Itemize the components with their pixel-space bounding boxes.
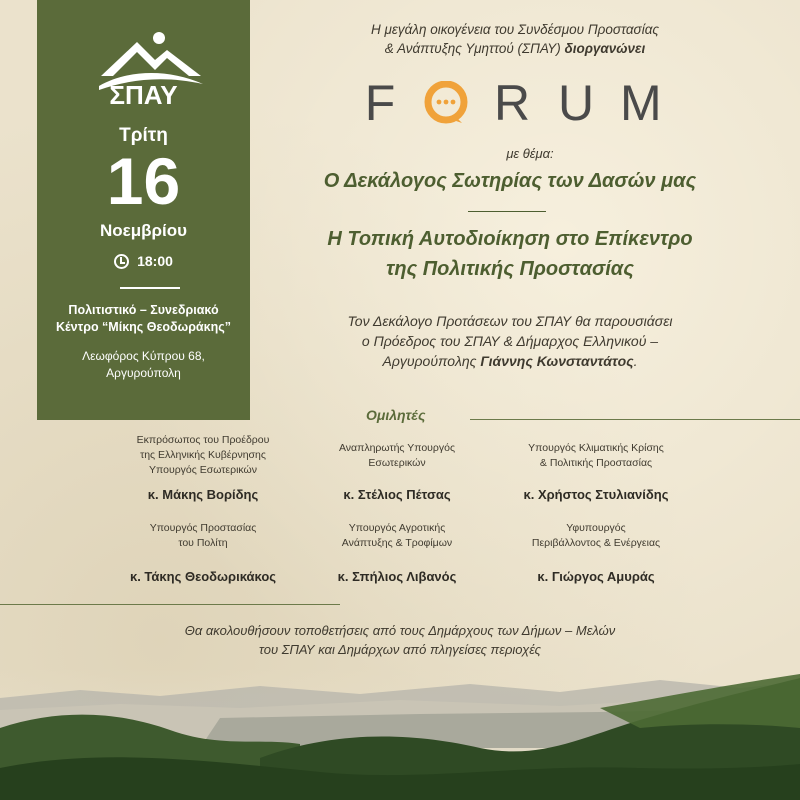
- speaker-role-line: της Ελληνικής Κυβέρνησης: [140, 449, 266, 461]
- title-secondary-line: Η Τοπική Αυτοδιοίκηση στο Επίκεντρο: [327, 228, 693, 250]
- venue-line: Πολιτιστικό – Συνεδριακό: [68, 303, 219, 317]
- forum-letter: U: [557, 75, 595, 131]
- desc-line: ο Πρόεδρος του ΣΠΑΥ & Δήμαρχος Ελληνικού –: [361, 333, 659, 349]
- speaker-role-line: Αναπληρωτής Υπουργός: [338, 442, 456, 454]
- footer-note: [120, 621, 680, 659]
- speaker-role: [98, 521, 308, 551]
- speakers-heading: Ομιλητές: [366, 407, 426, 423]
- desc-line-prefix: Αργυρούπολης: [382, 353, 481, 369]
- speaker-name: κ. Γιώργος Αμυράς: [537, 569, 655, 584]
- speaker-role: [491, 441, 701, 471]
- speaker-card: [98, 521, 308, 583]
- forum-wordmark: [360, 75, 662, 131]
- day-name: Τρίτη: [119, 125, 168, 146]
- intro-line: [290, 39, 740, 58]
- speaker-card: [292, 521, 502, 583]
- forum-letter: M: [620, 75, 662, 131]
- subject-label: με θέμα:: [506, 146, 554, 161]
- speaker-name: κ. Τάκης Θεοδωρικάκος: [129, 569, 277, 584]
- title-secondary: [270, 224, 750, 284]
- speaker-role-line: Υπουργός Προστασίας: [149, 522, 257, 534]
- venue-line: Κέντρο “Μίκης Θεοδωράκης”: [56, 320, 231, 334]
- desc-line-suffix: .: [633, 353, 638, 369]
- month: Νοεμβρίου: [99, 221, 188, 240]
- speaker-role-line: & Πολιτικής Προστασίας: [539, 457, 653, 469]
- footer-line: Θα ακολουθήσουν τοποθετήσεις από τους Δημάρχους των Δήμων – Μελών: [184, 623, 616, 638]
- speaker-role-line: Ανάπτυξης & Τροφίμων: [341, 537, 453, 549]
- intro-line-prefix: & Ανάπτυξης Υμηττού (ΣΠΑΥ): [384, 41, 565, 56]
- speaker-name: κ. Στέλιος Πέτσας: [343, 487, 451, 502]
- speaker-role-line: Εκπρόσωπος του Προέδρου: [136, 434, 270, 446]
- speaker-role: [292, 521, 502, 551]
- speaker-role-line: Υπουργός Κλιματικής Κρίσης: [528, 442, 664, 454]
- venue-address: [47, 348, 240, 382]
- speaker-role-line: Υπουργός Αγροτικής: [348, 522, 446, 534]
- event-info-panel: [37, 0, 250, 420]
- address-line: Αργυρούπολη: [106, 366, 181, 380]
- speaker-role-line: του Πολίτη: [178, 537, 228, 549]
- speaker-name: κ. Μάκης Βορίδης: [147, 487, 259, 502]
- panel-divider: [120, 287, 180, 289]
- intro-text: [290, 20, 740, 58]
- speaker-role: [98, 433, 308, 478]
- logo-text: ΣΠΑΥ: [109, 80, 178, 110]
- speakers-divider: [470, 419, 800, 420]
- title-divider: [468, 211, 546, 212]
- title-primary: Ο Δεκάλογος Σωτηρίας των Δασών μας: [323, 170, 697, 192]
- forum-letter: R: [493, 75, 531, 131]
- forest-landscape-image: [0, 668, 800, 800]
- speech-bubble-icon: [424, 81, 468, 125]
- presenter-description: [290, 311, 730, 371]
- day-number: 16: [106, 144, 181, 218]
- speaker-role-line: Εσωτερικών: [368, 457, 426, 469]
- title-secondary-line: της Πολιτικής Προστασίας: [386, 258, 634, 280]
- speaker-role: [292, 441, 502, 471]
- speaker-role-line: Υπουργός Εσωτερικών: [149, 464, 257, 476]
- forum-letter: F: [364, 75, 396, 131]
- clock-icon: [114, 254, 129, 269]
- speaker-card: [491, 521, 701, 583]
- speaker-card: [98, 433, 308, 503]
- address-line: Λεωφόρος Κύπρου 68,: [82, 349, 205, 363]
- desc-line: Τον Δεκάλογο Προτάσεων του ΣΠΑΥ θα παρουσιάσει: [347, 313, 673, 329]
- footer-divider: [0, 604, 340, 605]
- presenter-name: Γιάννης Κωνσταντάτος: [480, 353, 634, 369]
- speaker-name: κ. Σπήλιος Λιβανός: [337, 569, 457, 584]
- speaker-card: [292, 441, 502, 503]
- speaker-role-line: Υφυπουργός: [566, 522, 626, 534]
- speaker-role-line: Περιβάλλοντος & Ενέργειας: [531, 537, 661, 549]
- footer-line: του ΣΠΑΥ και Δημάρχων από πληγείσες περιοχές: [259, 642, 541, 657]
- event-time: [37, 253, 250, 269]
- speaker-name: κ. Χρήστος Στυλιανίδης: [523, 487, 669, 502]
- venue-name: [47, 302, 240, 336]
- intro-line-bold: διοργανώνει: [564, 41, 646, 56]
- speaker-role: [491, 521, 701, 551]
- speaker-card: [491, 441, 701, 503]
- time-text: 18:00: [137, 253, 173, 269]
- intro-line: Η μεγάλη οικογένεια του Συνδέσμου Προστασίας: [371, 22, 659, 37]
- desc-line: [290, 351, 730, 371]
